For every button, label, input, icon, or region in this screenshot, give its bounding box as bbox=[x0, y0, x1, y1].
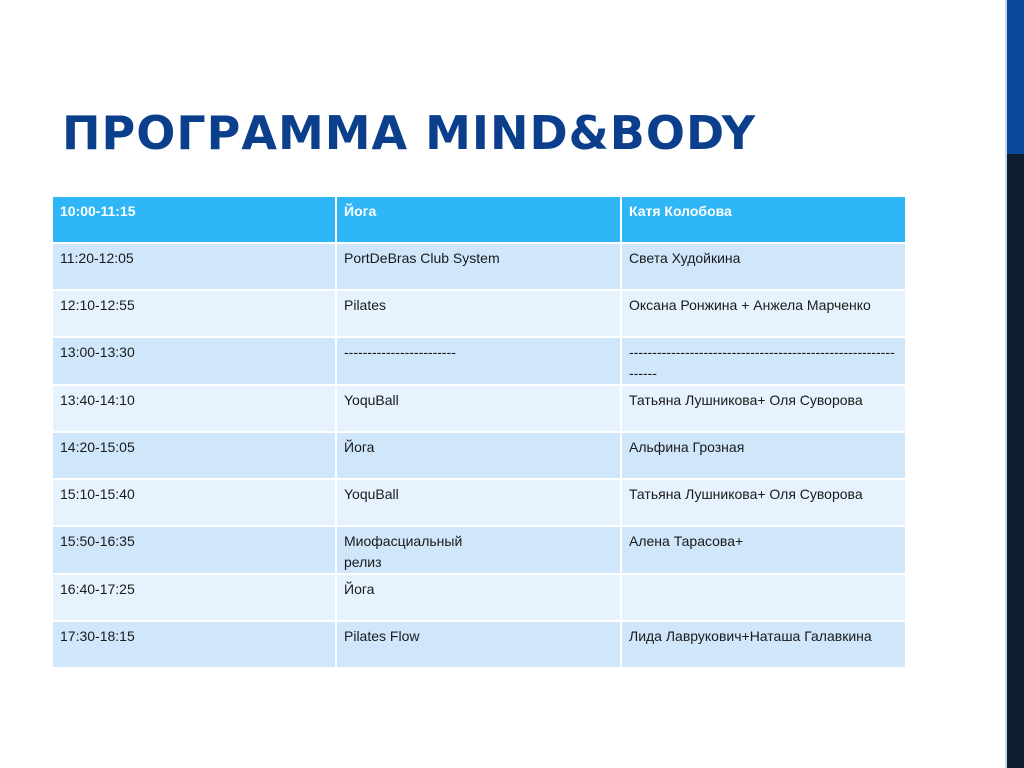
cell-class: Pilates Flow bbox=[336, 621, 621, 668]
cell-class: Йога bbox=[336, 432, 621, 479]
cell-coach bbox=[621, 574, 906, 621]
cell-coach: Света Худойкина bbox=[621, 243, 906, 290]
cell-class: Йога bbox=[336, 574, 621, 621]
schedule-table bbox=[51, 195, 907, 669]
cell-coach: Алена Тарасова+ bbox=[621, 526, 906, 574]
table-row bbox=[52, 290, 906, 337]
cell-class: YoquBall bbox=[336, 385, 621, 432]
table-row bbox=[52, 526, 906, 574]
table-row bbox=[52, 337, 906, 385]
cell-coach: Альфина Грозная bbox=[621, 432, 906, 479]
decorative-side-bar bbox=[1007, 0, 1024, 768]
cell-coach: Лида Лаврукович+Наташа Галавкина bbox=[621, 621, 906, 668]
cell-coach: Татьяна Лушникова+ Оля Суворова bbox=[621, 385, 906, 432]
cell-class: Йога bbox=[336, 196, 621, 243]
table-row bbox=[52, 432, 906, 479]
cell-time: 15:50-16:35 bbox=[52, 526, 336, 574]
cell-time: 15:10-15:40 bbox=[52, 479, 336, 526]
cell-coach: --------------------------------------------------------------- bbox=[621, 337, 906, 385]
class-name-text: Миофасциальный релиз bbox=[344, 533, 463, 570]
table-row bbox=[52, 243, 906, 290]
table-row bbox=[52, 479, 906, 526]
table-row bbox=[52, 385, 906, 432]
table-row bbox=[52, 574, 906, 621]
cell-coach: Татьяна Лушникова+ Оля Суворова bbox=[621, 479, 906, 526]
cell-time: 11:20-12:05 bbox=[52, 243, 336, 290]
cell-class: ------------------------ bbox=[336, 337, 621, 385]
cell-time: 12:10-12:55 bbox=[52, 290, 336, 337]
side-bar-top-band bbox=[1007, 0, 1024, 154]
cell-time: 16:40-17:25 bbox=[52, 574, 336, 621]
side-bar-bottom-band bbox=[1007, 154, 1024, 768]
cell-coach: Катя Колобова bbox=[621, 196, 906, 243]
table-header-row bbox=[52, 196, 906, 243]
cell-time: 14:20-15:05 bbox=[52, 432, 336, 479]
cell-class: YoquBall bbox=[336, 479, 621, 526]
cell-class: Pilates bbox=[336, 290, 621, 337]
cell-coach: Оксана Ронжина + Анжела Марченко bbox=[621, 290, 906, 337]
cell-class bbox=[336, 526, 621, 574]
cell-class: PortDeBras Club System bbox=[336, 243, 621, 290]
table-row bbox=[52, 621, 906, 668]
cell-time: 13:40-14:10 bbox=[52, 385, 336, 432]
slide-title: ПРОГРАММА MIND&BODY bbox=[62, 106, 757, 160]
cell-time: 13:00-13:30 bbox=[52, 337, 336, 385]
cell-time: 17:30-18:15 bbox=[52, 621, 336, 668]
cell-time: 10:00-11:15 bbox=[52, 196, 336, 243]
